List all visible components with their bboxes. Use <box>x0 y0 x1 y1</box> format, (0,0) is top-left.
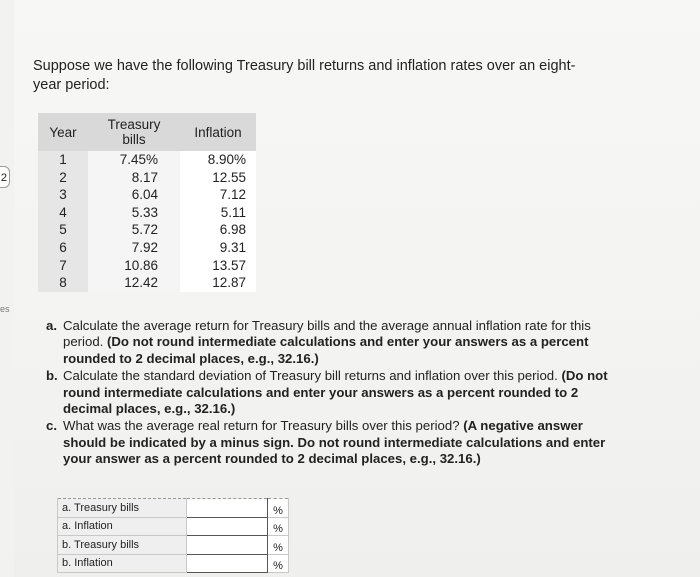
cell-inflation: 7.12 <box>180 186 256 204</box>
table-row <box>38 274 256 292</box>
cell-year: 3 <box>38 186 88 204</box>
question-line-1: Suppose we have the following Treasury bill returns and inflation rates over an eight- <box>33 58 576 74</box>
left-edge-panel <box>0 0 14 577</box>
cell-inflation: 5.11 <box>180 204 256 222</box>
cell-inflation: 12.87 <box>180 274 256 292</box>
cell-year: 7 <box>38 257 88 275</box>
cell-tbills: 7.45% <box>88 151 180 169</box>
cell-inflation: 8.90% <box>180 151 256 169</box>
cell-inflation: 12.55 <box>180 169 256 187</box>
cell-tbills: 5.72 <box>88 221 180 239</box>
question-b-text: Calculate the standard deviation of Treasury bill returns and inflation over this period. <box>63 368 558 384</box>
table-header-row <box>38 113 256 151</box>
question-a-instructions: (Do not round intermediate calculations and enter your answers as a percent rounded to 2 decimal places, e.g., 32.16.) <box>63 334 589 366</box>
table-row <box>38 204 256 222</box>
table-row <box>38 151 256 169</box>
answer-input[interactable] <box>187 554 268 573</box>
answer-row <box>58 536 289 555</box>
header-inflation: Inflation <box>180 113 256 151</box>
question-a <box>46 318 616 367</box>
cell-tbills: 8.17 <box>88 169 180 187</box>
question-line-2: year period: <box>33 77 110 93</box>
percent-unit: % <box>268 554 289 573</box>
cell-tbills: 10.86 <box>88 257 180 275</box>
cell-tbills: 7.92 <box>88 239 180 257</box>
answer-label: a. Treasury bills <box>58 499 187 518</box>
answer-row <box>58 499 289 518</box>
question-b <box>46 368 616 417</box>
question-b-marker: b. <box>46 368 58 384</box>
side-label: es <box>0 304 10 314</box>
percent-unit: % <box>268 536 289 555</box>
cell-year: 4 <box>38 204 88 222</box>
percent-unit: % <box>268 499 289 518</box>
question-c <box>46 418 616 467</box>
cell-year: 1 <box>38 151 88 169</box>
cell-tbills: 6.04 <box>88 186 180 204</box>
table-row <box>38 257 256 275</box>
table-row <box>38 239 256 257</box>
header-year: Year <box>38 113 88 151</box>
cell-year: 8 <box>38 274 88 292</box>
cell-year: 5 <box>38 221 88 239</box>
header-tbills <box>88 113 180 151</box>
answer-input[interactable] <box>187 517 268 536</box>
answer-label: b. Inflation <box>58 554 187 573</box>
answer-row <box>58 517 289 536</box>
header-tbills-line-1: Treasury <box>107 117 161 132</box>
cell-year: 6 <box>38 239 88 257</box>
answer-input[interactable] <box>187 499 268 518</box>
answer-table <box>57 498 289 573</box>
question-prompt <box>33 57 633 95</box>
cell-year: 2 <box>38 169 88 187</box>
table-row <box>38 169 256 187</box>
answer-input[interactable] <box>187 536 268 555</box>
cell-tbills: 12.42 <box>88 274 180 292</box>
percent-unit: % <box>268 517 289 536</box>
question-c-text: What was the average real return for Treasury bills over this period? <box>63 418 460 434</box>
question-c-instructions: (A negative answer should be indicated by a minus sign. Do not round intermediate calculations and enter your answer as a percent rounded to 2 decimal places, e.g., 32.16.) <box>63 418 606 467</box>
answer-label: a. Inflation <box>58 517 187 536</box>
cell-inflation: 13.57 <box>180 257 256 275</box>
question-a-marker: a. <box>46 318 57 333</box>
question-c-marker: c. <box>46 418 57 434</box>
side-tab[interactable]: 2 <box>0 166 10 188</box>
header-tbills-line-2: bills <box>122 132 146 147</box>
answer-label: b. Treasury bills <box>58 536 187 555</box>
question-a-text: Calculate the average return for Treasury bills and the average annual inflation rate for this period. <box>63 318 591 350</box>
table-row <box>38 186 256 204</box>
returns-table <box>38 113 256 292</box>
answer-row <box>58 554 289 573</box>
cell-tbills: 5.33 <box>88 204 180 222</box>
cell-inflation: 9.31 <box>180 239 256 257</box>
question-b-instructions: (Do not round intermediate calculations and enter your answers as a percent rounded to 2 decimal places, e.g., 32.16.) <box>63 368 608 417</box>
sub-questions <box>46 318 616 469</box>
table-row <box>38 221 256 239</box>
cell-inflation: 6.98 <box>180 221 256 239</box>
